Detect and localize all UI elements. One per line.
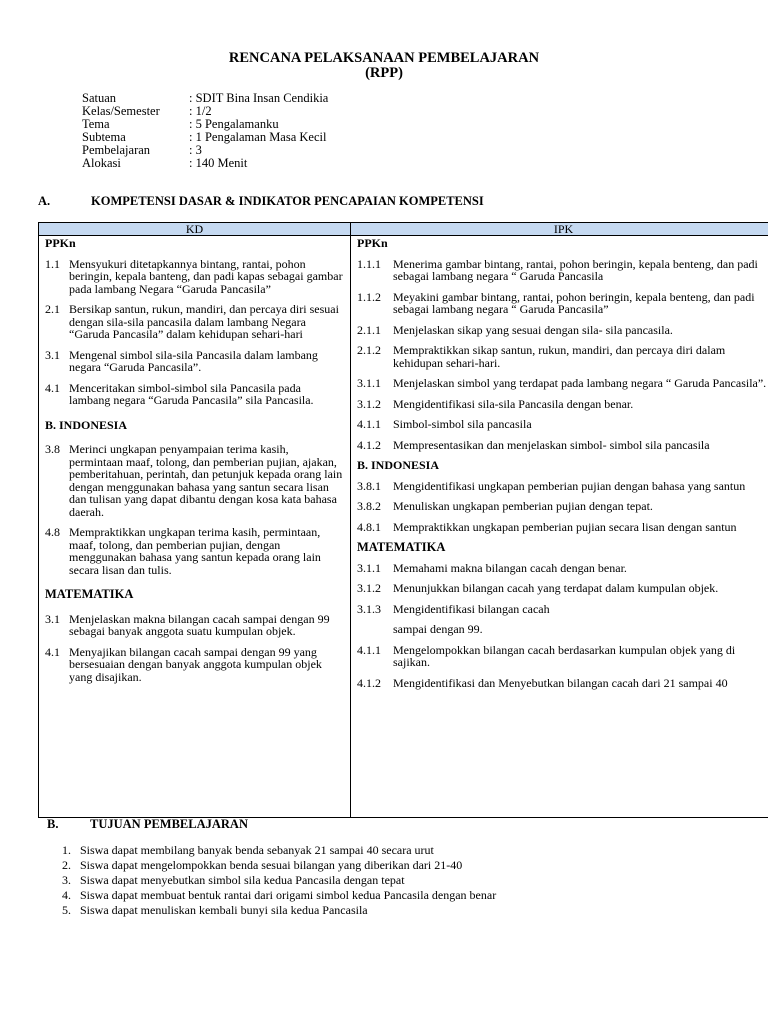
learning-objectives-list <box>62 843 496 918</box>
info-key: Tema <box>82 117 110 131</box>
ipk-text: Mengidentifikasi bilangan cacah <box>393 601 550 616</box>
kd-item <box>45 258 344 296</box>
ipk-item <box>357 324 768 337</box>
document-title: RENCANA PELAKSANAAN PEMBELAJARAN <box>228 50 540 66</box>
ipk-item <box>357 480 768 493</box>
kd-item <box>45 443 344 518</box>
ipk-number: 3.8.2 <box>357 499 381 513</box>
kd-number: 4.1 <box>45 380 60 395</box>
ipk-item <box>357 500 768 513</box>
ipk-number: 3.1.2 <box>357 396 381 411</box>
kd-text: Mempraktikkan ungkapan terima kasih, permintaan, maaf, tolong, dan pemberian pujian, dengan menggunakan bahasa yang santun kepada orang lain secara lisan dan tulis. <box>69 525 321 577</box>
ipk-item <box>357 291 768 316</box>
kd-text: Mensyukuri ditetapkannya bintang, rantai, pohon beringin, kepala banteng, dan padi kapas sebagai gambar pada lambang Negara “Garuda Pancasila” <box>69 256 343 296</box>
kd-item <box>45 349 344 374</box>
ipk-item <box>357 377 768 390</box>
kd-number: 1.1 <box>45 256 60 271</box>
ipk-text: Menerima gambar bintang, rantai, pohon beringin, kepala benteng, dan padi sebagai lambang negara “ Garuda Pancasila <box>393 256 758 283</box>
kd-number: 3.8 <box>45 442 60 456</box>
info-value: : 1/2 <box>189 104 212 118</box>
ipk-text: Meyakini gambar bintang, rantai, pohon beringin, kepala benteng, dan padi sebagai lambang negara “ Garuda Pancasila” <box>393 289 755 316</box>
info-value: : 1 Pengalaman Masa Kecil <box>189 130 327 144</box>
item-number: 3. <box>62 873 71 887</box>
list-item <box>62 903 496 918</box>
item-text: Siswa dapat menyebutkan simbol sila kedua Pancasila dengan tepat <box>80 873 405 887</box>
ipk-number: 4.1.2 <box>357 675 381 690</box>
ipk-number: 4.1.1 <box>357 642 381 657</box>
ipk-text: Mengidentifikasi ungkapan pemberian pujian dengan bahasa yang santun <box>393 478 746 493</box>
kd-item <box>45 382 344 407</box>
subject-heading: PPKn <box>45 236 76 250</box>
section-title: TUJUAN PEMBELAJARAN <box>90 817 248 831</box>
item-text: Siswa dapat membuat bentuk rantai dari origami simbol kedua Pancasila dengan benar <box>80 888 497 902</box>
list-item <box>62 858 496 873</box>
info-key: Subtema <box>82 130 126 144</box>
ipk-item <box>357 603 768 616</box>
ipk-text: Menjelaskan sikap yang sesuai dengan sila- sila pancasila. <box>393 322 673 337</box>
item-number: 2. <box>62 858 71 872</box>
ipk-item <box>357 521 768 534</box>
item-number: 1. <box>62 843 71 857</box>
info-value: : 5 Pengalamanku <box>189 117 279 131</box>
kd-item <box>45 526 344 576</box>
section-number: B. <box>47 817 59 831</box>
ipk-item <box>357 258 768 283</box>
subject-heading: B. INDONESIA <box>357 458 440 472</box>
subject-heading: MATEMATIKA <box>357 540 446 554</box>
ipk-number: 3.1.1 <box>357 560 381 575</box>
subject-heading: PPKn <box>357 236 388 250</box>
ipk-text: Mempraktikkan sikap santun, rukun, mandiri, dan percaya diri dalam kehidupan sehari-hari. <box>393 343 726 370</box>
info-key: Satuan <box>82 91 117 105</box>
info-value: : 140 Menit <box>189 156 248 170</box>
ipk-text: Simbol-simbol sila pancasila <box>393 417 532 431</box>
kd-text: Menceritakan simbol-simbol sila Pancasila pada lambang negara “Garuda Pancasila” sila Pancasila. <box>69 380 314 407</box>
ipk-number: 3.1.2 <box>357 581 381 595</box>
ipk-number: 2.1.2 <box>357 343 381 357</box>
ipk-item <box>357 398 768 411</box>
ipk-text: Mengidentifikasi dan Menyebutkan bilangan cacah dari 21 sampai 40 <box>393 675 728 690</box>
header-kd: KD <box>39 223 351 236</box>
kd-column <box>39 236 351 818</box>
kd-item <box>45 613 344 638</box>
ipk-item <box>357 623 768 636</box>
item-number: 5. <box>62 903 71 917</box>
kd-number: 4.1 <box>45 644 60 659</box>
list-item <box>62 888 496 903</box>
list-item <box>62 873 496 888</box>
section-b-heading <box>47 817 248 832</box>
identity-block <box>82 92 328 170</box>
ipk-text: Menuliskan ungkapan pemberian pujian dengan tepat. <box>393 499 653 513</box>
kd-text: Merinci ungkapan penyampaian terima kasih, permintaan maaf, tolong, dan pemberian pujian, ajakan, pemberitahuan, perintah, dan petunjuk kepada orang lain dengan menggunakan bahasa yang santun secara lisan dan tulisan yang dapat dibantu dengan kosa kata bahasa daerah. <box>69 442 343 519</box>
ipk-number: 3.1.1 <box>357 376 381 390</box>
info-key: Alokasi <box>82 156 121 170</box>
info-value: : 3 <box>189 143 202 157</box>
kd-text: Mengenal simbol sila-sila Pancasila dalam lambang negara “Garuda Pancasila”. <box>69 347 318 374</box>
kd-number: 3.1 <box>45 347 60 362</box>
ipk-text: Mempresentasikan dan menjelaskan simbol- simbol sila pancasila <box>393 437 710 452</box>
ipk-number: 3.1.3 <box>357 601 381 616</box>
kd-number: 4.8 <box>45 525 60 539</box>
ipk-text: Menunjukkan bilangan cacah yang terdapat dalam kumpulan objek. <box>393 581 719 595</box>
list-item <box>62 843 496 858</box>
section-a-heading <box>38 194 484 209</box>
ipk-item <box>357 562 768 575</box>
ipk-text: sampai dengan 99. <box>393 622 483 636</box>
subject-heading: MATEMATIKA <box>45 587 134 601</box>
kd-text: Menyajikan bilangan cacah sampai dengan 99 yang bersesuaian dengan banyak anggota kumpulan objek yang disajikan. <box>69 644 322 684</box>
kd-item <box>45 646 344 684</box>
kd-number: 2.1 <box>45 302 60 316</box>
ipk-number: 4.1.2 <box>357 437 381 452</box>
ipk-number: 3.8.1 <box>357 478 381 493</box>
ipk-item <box>357 644 768 669</box>
section-number: A. <box>38 194 51 208</box>
ipk-item <box>357 344 768 369</box>
kd-number: 3.1 <box>45 611 60 626</box>
ipk-number: 4.1.1 <box>357 417 381 431</box>
item-text: Siswa dapat mengelompokkan benda sesuai bilangan yang diberikan dari 21-40 <box>80 858 463 872</box>
competency-table <box>38 222 768 818</box>
ipk-text: Mengidentifikasi sila-sila Pancasila dengan benar. <box>393 396 634 411</box>
item-text: Siswa dapat menuliskan kembali bunyi sila kedua Pancasila <box>80 903 368 917</box>
ipk-number: 2.1.1 <box>357 322 381 337</box>
info-key: Pembelajaran <box>82 143 151 157</box>
info-row <box>82 157 328 170</box>
kd-text: Bersikap santun, rukun, mandiri, dan percaya diri sesuai dengan sila-sila pancasila dalam lambang Negara “Garuda Pancasila” dalam kehidupan sehari-hari <box>69 302 339 341</box>
ipk-item <box>357 582 768 595</box>
header-ipk: IPK <box>351 223 768 236</box>
subject-heading: B. INDONESIA <box>45 417 128 432</box>
ipk-column <box>351 236 768 818</box>
ipk-number: 1.1.2 <box>357 289 381 304</box>
ipk-text: Memahami makna bilangan cacah dengan benar. <box>393 560 627 575</box>
ipk-item <box>357 439 768 452</box>
ipk-text: Mengelompokkan bilangan cacah berdasarkan kumpulan objek yang di sajikan. <box>393 642 736 669</box>
ipk-text: Menjelaskan simbol yang terdapat pada lambang negara “ Garuda Pancasila”. <box>393 376 767 390</box>
ipk-number: 1.1.1 <box>357 256 381 271</box>
section-title: KOMPETENSI DASAR & INDIKATOR PENCAPAIAN KOMPETENSI <box>91 194 484 208</box>
kd-item <box>45 303 344 341</box>
info-value: : SDIT Bina Insan Cendikia <box>189 91 329 105</box>
ipk-item <box>357 677 768 690</box>
ipk-item <box>357 418 768 431</box>
item-number: 4. <box>62 888 71 902</box>
kd-text: Menjelaskan makna bilangan cacah sampai dengan 99 sebagai banyak anggota suatu kumpulan objek. <box>69 611 330 638</box>
document-subtitle: (RPP) <box>365 65 403 81</box>
ipk-text: Mempraktikkan ungkapan pemberian pujian secara lisan dengan santun <box>393 519 737 534</box>
ipk-number: 4.8.1 <box>357 519 381 534</box>
info-key: Kelas/Semester <box>82 104 160 118</box>
item-text: Siswa dapat membilang banyak benda sebanyak 21 sampai 40 secara urut <box>80 843 434 857</box>
